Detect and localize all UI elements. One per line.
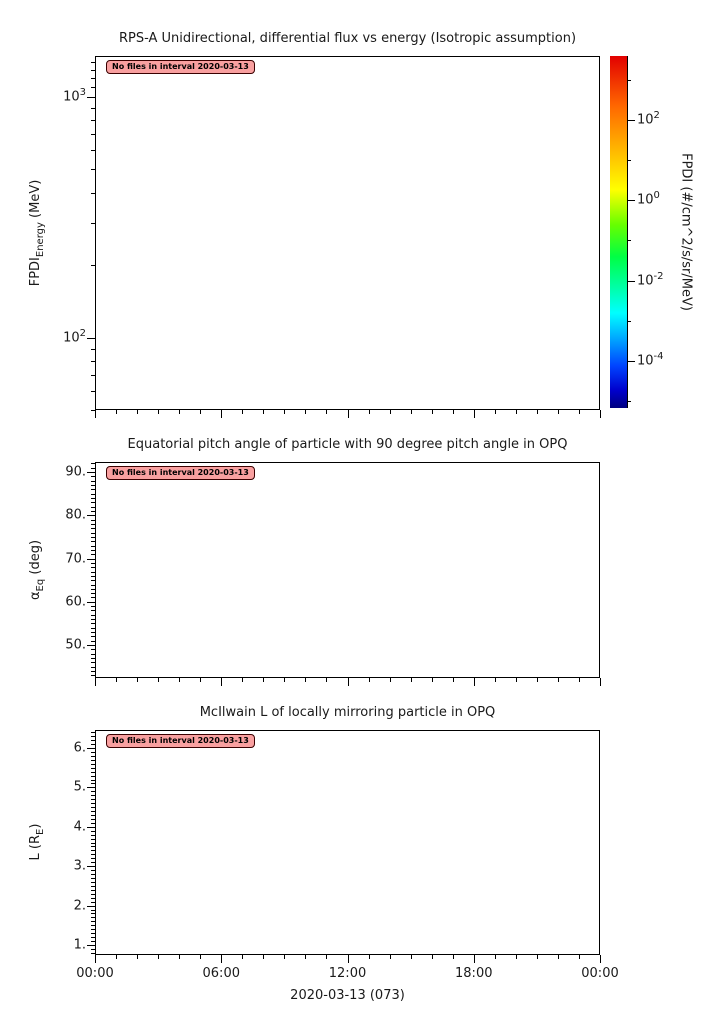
y-major-tick	[87, 645, 95, 646]
y-minor-tick	[91, 391, 95, 392]
x-minor-tick	[116, 410, 117, 414]
y-minor-tick	[91, 807, 95, 808]
y-minor-tick	[91, 795, 95, 796]
x-major-tick	[221, 678, 222, 686]
x-major-tick	[348, 410, 349, 418]
y-tick-label: 2.	[73, 898, 86, 914]
y-minor-tick	[91, 494, 95, 495]
x-minor-tick	[411, 678, 412, 682]
x-tick-label: 00:00	[76, 966, 114, 981]
x-major-tick	[95, 678, 96, 686]
x-minor-tick	[369, 955, 370, 959]
y-minor-tick	[91, 554, 95, 555]
y-minor-tick	[91, 662, 95, 663]
y-minor-tick	[91, 858, 95, 859]
x-minor-tick	[242, 678, 243, 682]
y-minor-tick	[91, 498, 95, 499]
x-minor-tick	[390, 955, 391, 959]
y-minor-tick	[91, 623, 95, 624]
y-minor-tick	[91, 563, 95, 564]
y-minor-tick	[91, 917, 95, 918]
y-minor-tick	[91, 815, 95, 816]
y-minor-tick	[91, 589, 95, 590]
y-minor-tick	[91, 62, 95, 63]
y-major-tick	[87, 515, 95, 516]
y-minor-tick	[91, 882, 95, 883]
y-minor-tick	[91, 752, 95, 753]
y-major-tick	[87, 338, 95, 339]
y-minor-tick	[91, 671, 95, 672]
plot1-title: RPS-A Unidirectional, differential flux vs energy (Isotropic assumption)	[118, 31, 577, 46]
plot2-no-data-badge: No files in interval 2020-03-13	[106, 466, 255, 480]
plot2-y-axis-label-sub: Eq	[34, 578, 46, 592]
colorbar-tick-label: $10^{-2}$	[637, 270, 664, 288]
y-minor-tick	[91, 349, 95, 350]
x-major-tick	[600, 955, 601, 963]
y-minor-tick	[91, 921, 95, 922]
y-tick-label: 60.	[65, 594, 86, 610]
x-minor-tick	[537, 410, 538, 414]
colorbar-axis-line	[627, 56, 628, 408]
x-minor-tick	[305, 410, 306, 414]
y-minor-tick	[91, 641, 95, 642]
x-minor-tick	[242, 955, 243, 959]
colorbar-tick-label: $10^2$	[637, 109, 660, 128]
y-minor-tick	[91, 468, 95, 469]
y-minor-tick	[91, 839, 95, 840]
y-minor-tick	[91, 740, 95, 741]
y-minor-tick	[91, 546, 95, 547]
x-minor-tick	[495, 955, 496, 959]
y-minor-tick	[91, 70, 95, 71]
y-tick-label: $10^2$	[63, 327, 86, 345]
y-minor-tick	[91, 593, 95, 594]
y-minor-tick	[91, 772, 95, 773]
x-tick-label: 18:00	[455, 966, 493, 981]
y-minor-tick	[91, 550, 95, 551]
y-minor-tick	[91, 533, 95, 534]
x-minor-tick	[453, 410, 454, 414]
colorbar-tick-label: $10^{-4}$	[637, 350, 664, 369]
y-minor-tick	[91, 949, 95, 950]
y-minor-tick	[91, 511, 95, 512]
x-minor-tick	[453, 955, 454, 959]
y-minor-tick	[91, 476, 95, 477]
y-minor-tick	[91, 756, 95, 757]
y-minor-tick	[91, 799, 95, 800]
colorbar-label: FPDI (#/cm^2/s/sr/MeV)	[678, 153, 694, 311]
x-minor-tick	[305, 678, 306, 682]
x-minor-tick	[516, 955, 517, 959]
y-minor-tick	[91, 744, 95, 745]
y-minor-tick	[91, 567, 95, 568]
y-minor-tick	[91, 894, 95, 895]
x-minor-tick	[558, 410, 559, 414]
y-minor-tick	[91, 937, 95, 938]
x-major-tick	[474, 955, 475, 963]
y-minor-tick	[91, 649, 95, 650]
x-minor-tick	[284, 678, 285, 682]
y-minor-tick	[91, 941, 95, 942]
y-minor-tick	[91, 619, 95, 620]
y-major-tick	[87, 787, 95, 788]
plot2-frame	[95, 462, 600, 678]
y-minor-tick	[91, 489, 95, 490]
x-major-tick	[95, 955, 96, 963]
x-minor-tick	[263, 678, 264, 682]
y-minor-tick	[91, 576, 95, 577]
x-minor-tick	[411, 410, 412, 414]
x-minor-tick	[369, 410, 370, 414]
x-minor-tick	[537, 678, 538, 682]
x-minor-tick	[411, 955, 412, 959]
y-minor-tick	[91, 878, 95, 879]
y-minor-tick	[91, 843, 95, 844]
y-minor-tick	[91, 874, 95, 875]
x-minor-tick	[516, 410, 517, 414]
x-minor-tick	[263, 410, 264, 414]
x-tick-label: 00:00	[581, 966, 619, 981]
y-minor-tick	[91, 610, 95, 611]
y-minor-tick	[91, 862, 95, 863]
x-minor-tick	[158, 678, 159, 682]
y-major-tick	[87, 97, 95, 98]
x-minor-tick	[390, 678, 391, 682]
y-minor-tick	[91, 925, 95, 926]
y-minor-tick	[91, 791, 95, 792]
colorbar-major-tick	[627, 120, 635, 121]
x-minor-tick	[495, 410, 496, 414]
y-minor-tick	[91, 854, 95, 855]
x-minor-tick	[179, 678, 180, 682]
y-minor-tick	[91, 913, 95, 914]
colorbar-major-tick	[627, 361, 635, 362]
x-minor-tick	[326, 678, 327, 682]
y-minor-tick	[91, 850, 95, 851]
y-minor-tick	[91, 803, 95, 804]
y-minor-tick	[91, 120, 95, 121]
y-minor-tick	[91, 361, 95, 362]
y-minor-tick	[91, 898, 95, 899]
plot1-y-axis-label	[28, 180, 46, 287]
plot2-y-axis-label	[28, 540, 46, 600]
plot1-y-axis-label-units: (MeV)	[28, 179, 44, 223]
plot3-y-axis-label-main: L (R	[28, 834, 44, 861]
x-minor-tick	[390, 410, 391, 414]
x-major-tick	[348, 678, 349, 686]
colorbar-major-tick	[627, 281, 635, 282]
y-tick-label: 80.	[65, 507, 86, 523]
colorbar-minor-tick	[627, 240, 631, 241]
y-minor-tick	[91, 764, 95, 765]
y-minor-tick	[91, 654, 95, 655]
x-minor-tick	[579, 955, 580, 959]
y-minor-tick	[91, 675, 95, 676]
x-minor-tick	[326, 410, 327, 414]
y-minor-tick	[91, 134, 95, 135]
x-minor-tick	[116, 955, 117, 959]
y-minor-tick	[91, 537, 95, 538]
y-minor-tick	[91, 585, 95, 586]
y-minor-tick	[91, 736, 95, 737]
y-tick-label: 6.	[73, 740, 86, 756]
x-major-tick	[221, 955, 222, 963]
y-minor-tick	[91, 632, 95, 633]
x-major-tick	[348, 955, 349, 963]
x-minor-tick	[495, 678, 496, 682]
x-minor-tick	[137, 410, 138, 414]
plot3-y-axis-label-units: )	[28, 823, 44, 829]
x-minor-tick	[432, 678, 433, 682]
y-minor-tick	[91, 606, 95, 607]
y-minor-tick	[91, 597, 95, 598]
x-minor-tick	[137, 678, 138, 682]
y-minor-tick	[91, 580, 95, 581]
x-major-tick	[221, 410, 222, 418]
plot3-no-data-badge: No files in interval 2020-03-13	[106, 734, 255, 748]
y-minor-tick	[91, 528, 95, 529]
y-minor-tick	[91, 823, 95, 824]
y-minor-tick	[91, 193, 95, 194]
y-minor-tick	[91, 108, 95, 109]
y-major-tick	[87, 559, 95, 560]
y-minor-tick	[91, 541, 95, 542]
x-minor-tick	[579, 678, 580, 682]
y-minor-tick	[91, 87, 95, 88]
x-major-tick	[474, 410, 475, 418]
y-minor-tick	[91, 819, 95, 820]
y-minor-tick	[91, 902, 95, 903]
plot2-y-axis-label-main: α	[28, 591, 44, 601]
y-minor-tick	[91, 481, 95, 482]
y-minor-tick	[91, 732, 95, 733]
x-minor-tick	[116, 678, 117, 682]
x-minor-tick	[200, 678, 201, 682]
x-minor-tick	[179, 955, 180, 959]
x-minor-tick	[558, 678, 559, 682]
y-minor-tick	[91, 760, 95, 761]
colorbar-major-tick	[627, 200, 635, 201]
plot2-y-axis-label-units: (deg)	[28, 539, 44, 579]
y-minor-tick	[91, 463, 95, 464]
plot1-y-axis-label-sub: Energy	[34, 222, 46, 258]
x-minor-tick	[369, 678, 370, 682]
x-minor-tick	[242, 410, 243, 414]
y-minor-tick	[91, 768, 95, 769]
x-major-tick	[95, 410, 96, 418]
colorbar-gradient	[610, 56, 627, 408]
y-minor-tick	[91, 658, 95, 659]
y-minor-tick	[91, 811, 95, 812]
colorbar-minor-tick	[627, 401, 631, 402]
x-minor-tick	[200, 410, 201, 414]
y-tick-label: 50.	[65, 637, 86, 653]
y-minor-tick	[91, 783, 95, 784]
y-minor-tick	[91, 870, 95, 871]
y-minor-tick	[91, 910, 95, 911]
x-minor-tick	[516, 678, 517, 682]
x-minor-tick	[579, 410, 580, 414]
y-tick-label: 1.	[73, 937, 86, 953]
y-minor-tick	[91, 780, 95, 781]
y-minor-tick	[91, 572, 95, 573]
x-minor-tick	[326, 955, 327, 959]
y-minor-tick	[91, 265, 95, 266]
y-major-tick	[87, 945, 95, 946]
y-tick-label: 90.	[65, 464, 86, 480]
x-minor-tick	[305, 955, 306, 959]
y-minor-tick	[91, 835, 95, 836]
y-minor-tick	[91, 667, 95, 668]
x-tick-label: 12:00	[328, 966, 367, 981]
y-major-tick	[87, 748, 95, 749]
plot1-no-data-badge: No files in interval 2020-03-13	[106, 60, 255, 74]
x-minor-tick	[432, 955, 433, 959]
y-minor-tick	[91, 886, 95, 887]
plot3-frame	[95, 730, 600, 955]
y-minor-tick	[91, 953, 95, 954]
plot1-y-axis-label-main: FPDI	[28, 257, 44, 287]
x-minor-tick	[284, 955, 285, 959]
y-major-tick	[87, 906, 95, 907]
y-minor-tick	[91, 78, 95, 79]
y-minor-tick	[91, 507, 95, 508]
x-minor-tick	[263, 955, 264, 959]
colorbar-minor-tick	[627, 321, 631, 322]
y-minor-tick	[91, 169, 95, 170]
y-minor-tick	[91, 890, 95, 891]
y-minor-tick	[91, 933, 95, 934]
y-minor-tick	[91, 831, 95, 832]
y-major-tick	[87, 472, 95, 473]
x-major-tick	[600, 410, 601, 418]
y-minor-tick	[91, 485, 95, 486]
y-minor-tick	[91, 846, 95, 847]
colorbar-tick-label: $10^0$	[637, 190, 660, 208]
x-minor-tick	[158, 955, 159, 959]
y-minor-tick	[91, 223, 95, 224]
x-major-tick	[474, 678, 475, 686]
y-tick-label: 5.	[73, 779, 86, 795]
x-axis-date-label: 2020-03-13 (073)	[290, 988, 405, 1003]
y-tick-label: 70.	[65, 551, 86, 567]
y-minor-tick	[91, 776, 95, 777]
x-tick-label: 06:00	[202, 966, 240, 981]
plot2-title: Equatorial pitch angle of particle with 90 degree pitch angle in OPQ	[127, 437, 568, 452]
y-tick-label: 3.	[73, 858, 86, 874]
x-minor-tick	[558, 955, 559, 959]
x-minor-tick	[179, 410, 180, 414]
y-minor-tick	[91, 375, 95, 376]
y-tick-label: 4.	[73, 819, 86, 835]
y-major-tick	[87, 866, 95, 867]
y-minor-tick	[91, 524, 95, 525]
x-minor-tick	[537, 955, 538, 959]
y-major-tick	[87, 602, 95, 603]
plot3-title: McIlwain L of locally mirroring particle in OPQ	[199, 705, 496, 720]
plot3-y-axis-label-sub: E	[34, 828, 46, 835]
x-major-tick	[600, 678, 601, 686]
y-minor-tick	[91, 150, 95, 151]
plot3-y-axis-label	[28, 824, 46, 861]
x-minor-tick	[284, 410, 285, 414]
y-minor-tick	[91, 615, 95, 616]
y-minor-tick	[91, 636, 95, 637]
x-minor-tick	[200, 955, 201, 959]
x-minor-tick	[137, 955, 138, 959]
y-minor-tick	[91, 929, 95, 930]
y-minor-tick	[91, 502, 95, 503]
x-minor-tick	[453, 678, 454, 682]
colorbar-minor-tick	[627, 160, 631, 161]
y-major-tick	[87, 827, 95, 828]
x-minor-tick	[158, 410, 159, 414]
plot1-frame	[95, 56, 600, 410]
colorbar-minor-tick	[627, 80, 631, 81]
y-tick-label: $10^3$	[63, 86, 86, 105]
x-minor-tick	[432, 410, 433, 414]
y-minor-tick	[91, 628, 95, 629]
y-minor-tick	[91, 520, 95, 521]
